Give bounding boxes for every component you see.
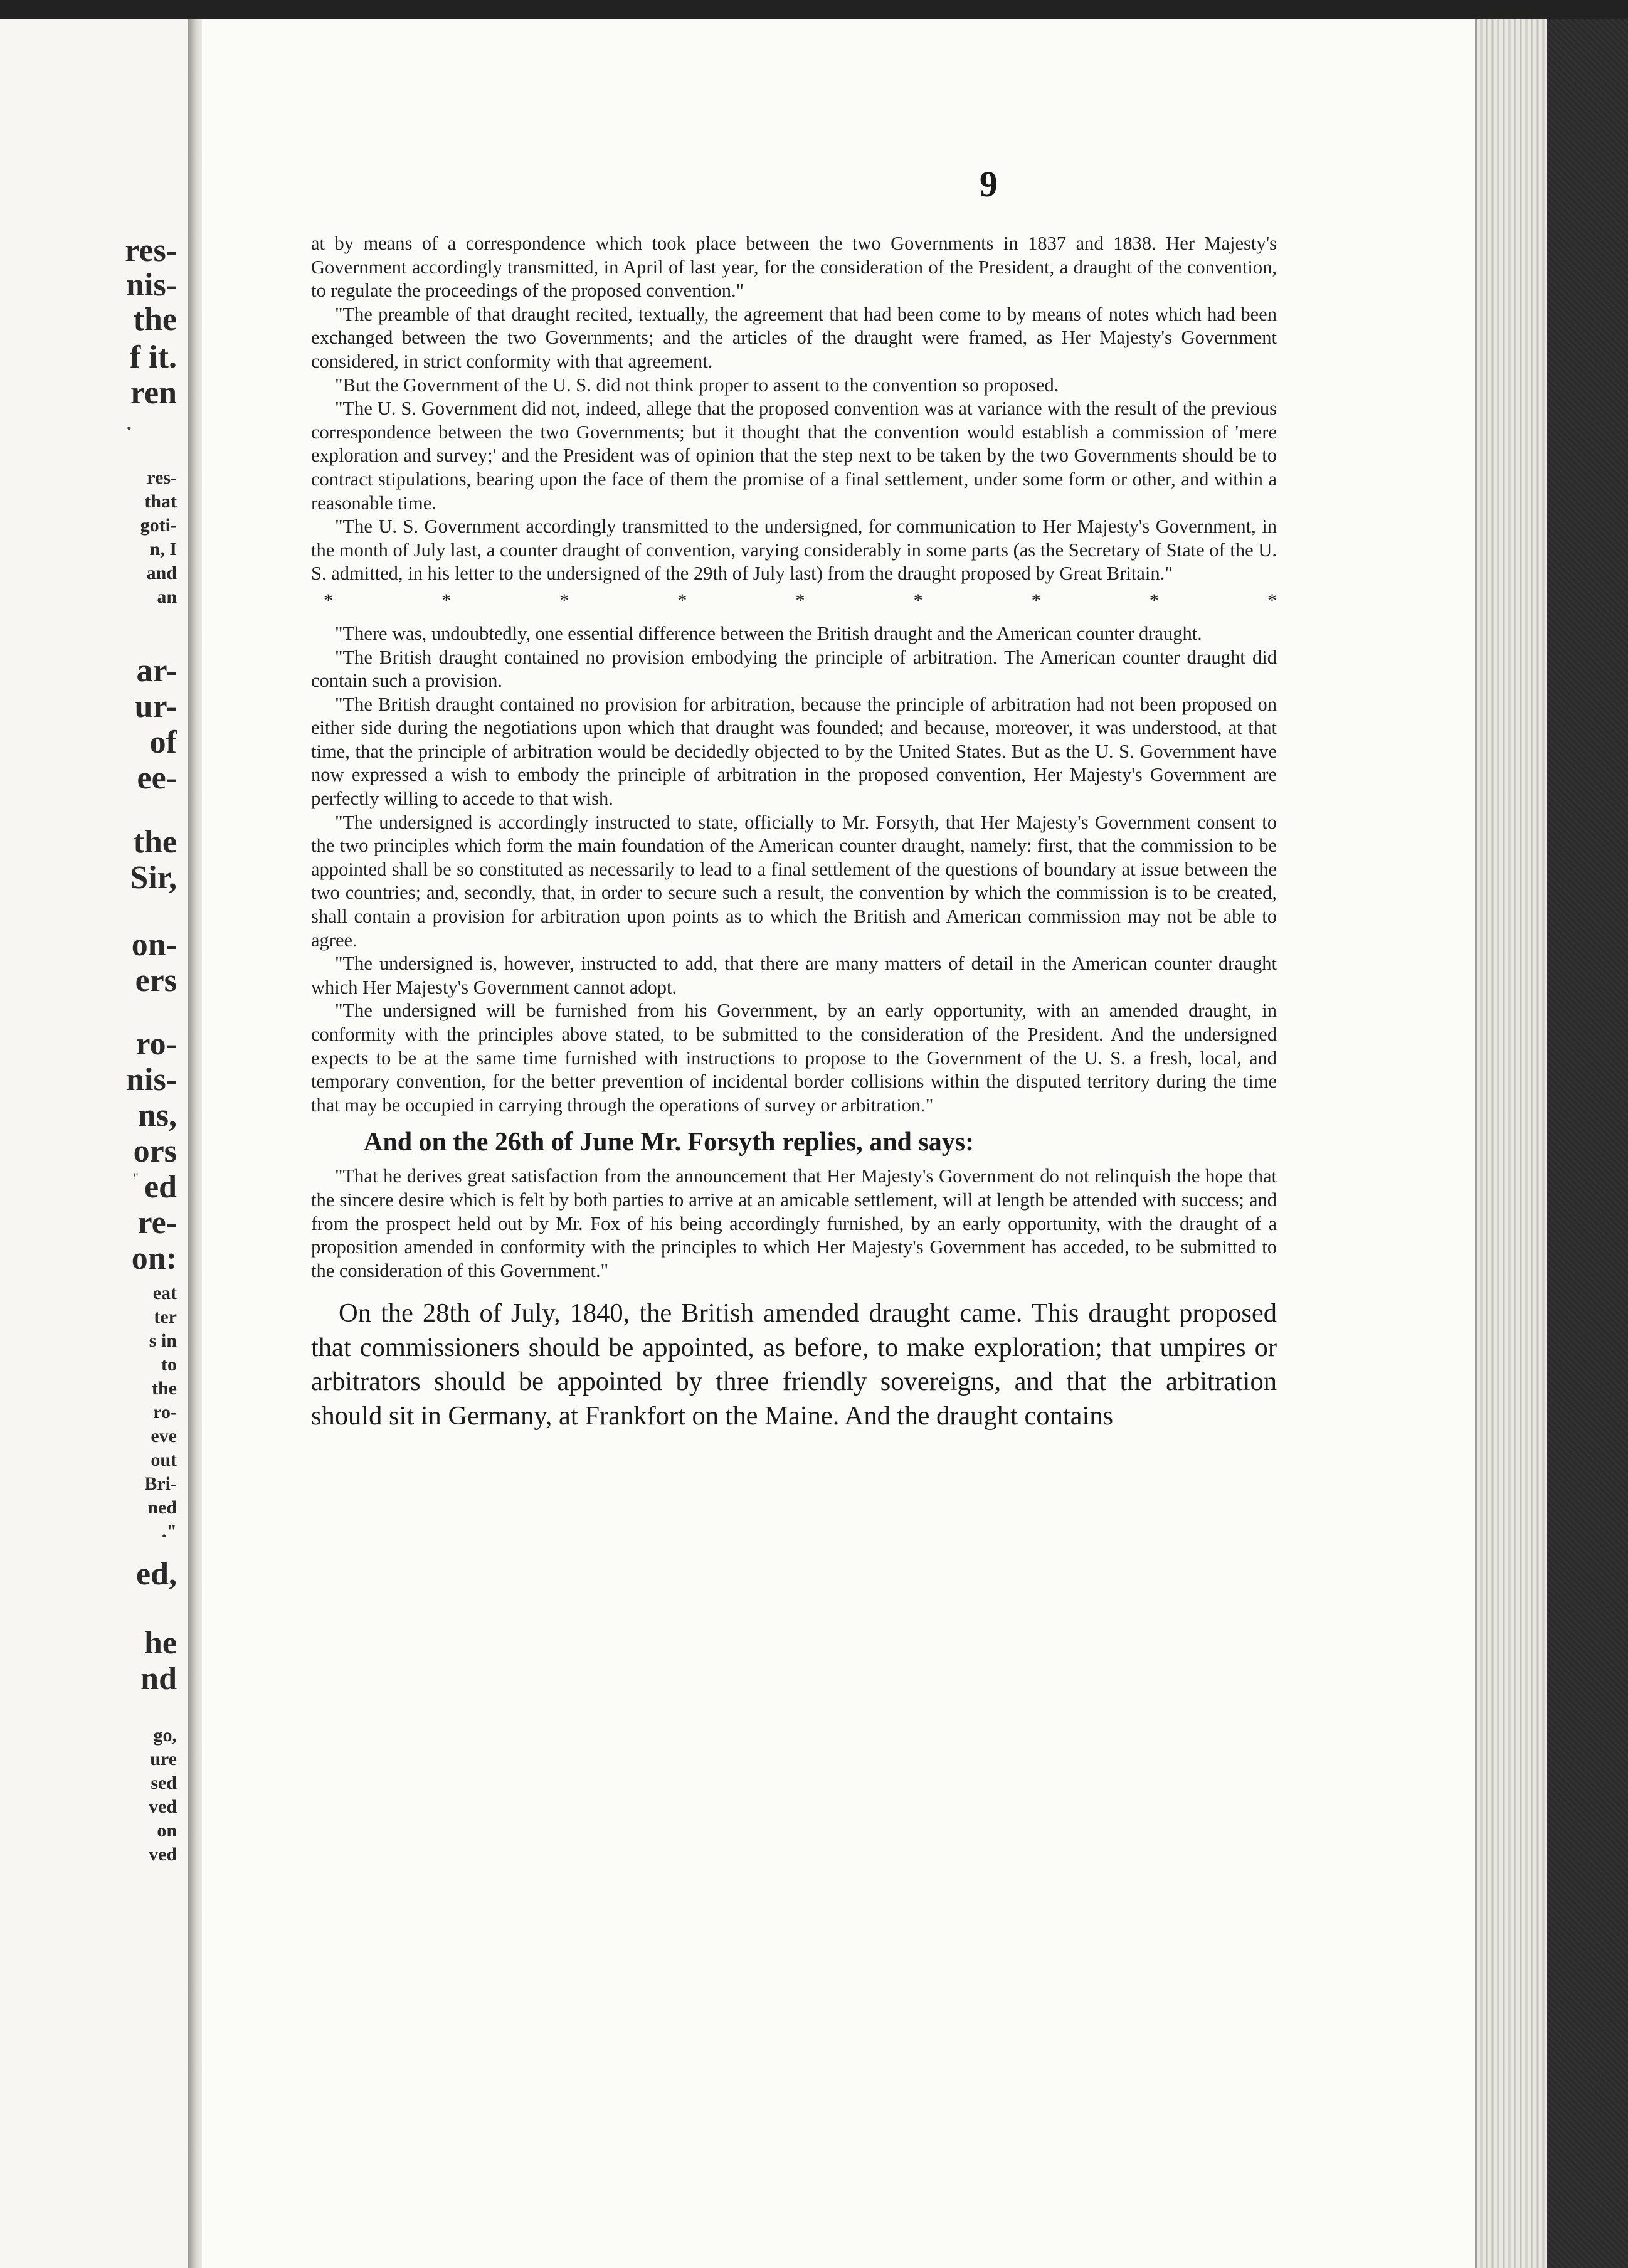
left-page-fragment: res- <box>147 467 177 488</box>
quote-paragraph: "The preamble of that draught recited, textually, the agreement that had been come to by means of notes which had been exchanged between the two Governments; and the articles of the draught were framed, as Her Majesty's Government considered, in strict conformity with that agreement. <box>311 303 1277 372</box>
left-page-fragment: on- <box>131 927 177 963</box>
left-page-fragment: ers <box>135 963 177 999</box>
left-page-fragment: nd <box>140 1661 177 1697</box>
quote-paragraph: "That he derives great satisfaction from the announcement that Her Majesty's Government do not relinquish the hope that the sincere desire which is felt by both parties to arrive at an amicable settlement, will at length be attended with success; and from the prospect held out by Mr. Fox of his being accordingly furnished, by an early opportunity, with the draught of a proposition amended in conformity with the principles to which Her Majesty's Government has acceded, to be submitted to the consideration of this Government." <box>311 1165 1277 1281</box>
quote-paragraph: "The undersigned is accordingly instructed to state, officially to Mr. Forsyth, that Her Majesty's Government consent to the two principles which form the main foundation of the American counter draught, namely: first, that the commission to be appointed shall be so constituted as necessarily to lead to a final settlement of the questions of boundary at issue between the two countries; and, secondly, that, in order to secure such a result, the convention by which the commission is to be created, shall contain a provision for arbitration upon points as to which the British and American commission may not be able to agree. <box>311 811 1277 951</box>
star: * <box>677 590 687 611</box>
left-page-fragment: ro- <box>153 1402 177 1423</box>
quoted-letter-part-2 <box>311 622 1277 1117</box>
quote-paragraph: "The British draught contained no provision for arbitration, because the principle of arbitration had not been proposed on either side during the negotiations upon which that draught was founded; and because, moreover, it was understood, at that time, that the principle of arbitration would be decidedly objected to by the United States. But as the U. S. Government have now expressed a wish to embody the principle of arbitration in the proposed convention, Her Majesty's Government are perfectly willing to accede to that wish. <box>311 693 1277 810</box>
left-page-fragment: ors <box>133 1133 177 1169</box>
quote-paragraph: at by means of a correspondence which took place between the two Governments in 1837 and 1838. Her Majesty's Government accordingly transmitted, in April of last year, for the consideration of the President, a draught of the convention, to regulate the proceedings of the proposed convention." <box>311 233 1277 302</box>
left-page-fragment: that <box>144 491 177 512</box>
left-page-fragment: he <box>144 1625 177 1661</box>
quote-paragraph: "The undersigned will be furnished from his Government, by an early opportunity, with an amended draught, in conformity with the principles above stated, to be submitted to the consideration of the President. And the undersigned expects to be at the same time furnished with instructions to propose to the Government of the U. S. a fresh, local, and temporary convention, for the better prevention of incidental border collisions within the disputed territory during the time that may be occupied in carrying through the operations of survey or arbitration." <box>311 1000 1277 1116</box>
left-page-fragment: out <box>151 1449 177 1470</box>
left-facing-page <box>0 19 189 2268</box>
left-page-fragment: ren <box>130 375 177 411</box>
left-page-fragment: s in <box>149 1330 177 1351</box>
left-page-fragment: go, <box>153 1725 177 1746</box>
left-page-fragment: nis- <box>126 267 177 303</box>
margin-mark: " <box>133 1170 139 1185</box>
left-page-fragment: re- <box>137 1205 177 1241</box>
left-page-fragment: the <box>133 824 177 860</box>
left-page-fragment: nis- <box>126 1062 177 1098</box>
left-page-fragment: of <box>149 724 177 760</box>
elision-stars <box>324 588 1277 613</box>
left-page-fragment: ure <box>150 1749 177 1769</box>
quote-paragraph: "The U. S. Government accordingly transmitted to the undersigned, for communication to Her Majesty's Government, in the month of July last, a counter draught of convention, varying considerably in some parts (as the Secretary of State of the U. S. admitted, in his letter to the undersigned of the 29th of July last) from the draught proposed by Great Britain." <box>311 516 1277 585</box>
star: * <box>324 590 333 611</box>
star: * <box>913 590 923 611</box>
forsyth-reply-quote <box>311 1165 1277 1283</box>
left-page-fragment: eve <box>151 1426 177 1446</box>
left-page-fragment: ed, <box>136 1556 177 1592</box>
left-page-fragment: eat <box>152 1283 177 1303</box>
left-page-fragment: ar- <box>136 653 177 689</box>
left-page-fragment: the <box>133 302 177 337</box>
left-page-fragment: f it. <box>129 339 177 375</box>
left-page-fragment: goti- <box>140 515 177 536</box>
page-edges <box>1475 19 1549 2268</box>
quote-paragraph: "But the Government of the U. S. did not think proper to assent to the convention so proposed. <box>335 374 1059 396</box>
left-page-fragment: Bri- <box>144 1473 177 1494</box>
left-page-fragment: ned <box>147 1497 177 1518</box>
star: * <box>441 590 452 611</box>
left-page-fragment: the <box>152 1378 177 1399</box>
left-page-fragment: sed <box>151 1773 177 1793</box>
quote-paragraph: "The U. S. Government did not, indeed, allege that the proposed convention was at variance with the result of the previous correspondence between the two Governments; but it thought that the convention would establish a commission of 'mere exploration and survey;' and the President was of opinion that the step next to be taken by the two Governments should be to contract stipulations, bearing upon the face of them the promise of a final settlement, under some form or other, and within a reasonable time. <box>311 398 1277 514</box>
left-page-fragment: on <box>157 1820 177 1841</box>
book-gutter <box>188 19 202 2268</box>
section-heading: And on the 26th of June Mr. Forsyth replies, and says: <box>364 1128 975 1157</box>
left-page-fragment: Sir, <box>130 860 177 896</box>
star: * <box>559 590 569 611</box>
star: * <box>795 590 805 611</box>
left-page-fragment: ro- <box>135 1026 177 1062</box>
left-page-fragment: to <box>161 1354 177 1375</box>
star: * <box>1149 590 1159 611</box>
page-number: 9 <box>980 164 998 204</box>
left-page-fragment: ur- <box>134 689 177 724</box>
left-page-fragment: ter <box>154 1306 177 1327</box>
left-page-fragment: ." <box>161 1521 177 1542</box>
body-paragraph: On the 28th of July, 1840, the British amended draught came. This draught proposed that commissioners should be appointed, as before, to make exploration; that umpires or arbitrators should be appointed by three friendly sovereigns, and that the arbitration should sit in Germany, at Frankfort on the Maine. And the draught contains <box>311 1298 1277 1431</box>
left-page-fragment: ved <box>149 1844 177 1865</box>
left-page-fragment: ed <box>144 1169 177 1205</box>
page-text <box>311 232 1277 1433</box>
left-page-fragment: on: <box>131 1241 177 1276</box>
quote-paragraph: "The undersigned is, however, instructed to add, that there are many matters of detail in the American counter draught which Her Majesty's Government cannot adopt. <box>311 953 1277 998</box>
left-page-fragment: n, I <box>149 539 177 559</box>
left-page-fragment: an <box>157 586 177 607</box>
left-page-fragment: ns, <box>137 1098 177 1133</box>
quoted-letter-part-1 <box>311 232 1277 586</box>
star: * <box>1031 590 1041 611</box>
scan-frame-top <box>0 0 1628 21</box>
left-page-fragment: res- <box>125 233 177 268</box>
quote-paragraph: "The British draught contained no provision embodying the principle of arbitration. The American counter draught did contain such a provision. <box>311 646 1277 692</box>
left-page-fragment: ved <box>149 1796 177 1817</box>
book-cover <box>1547 19 1628 2268</box>
quote-paragraph: "There was, undoubtedly, one essential difference between the British draught and the American counter draught. <box>335 622 1202 644</box>
left-page-fragment: ee- <box>137 760 177 796</box>
star: * <box>1267 590 1277 611</box>
margin-dot: • <box>127 420 132 436</box>
left-page-fragment: and <box>146 563 177 583</box>
